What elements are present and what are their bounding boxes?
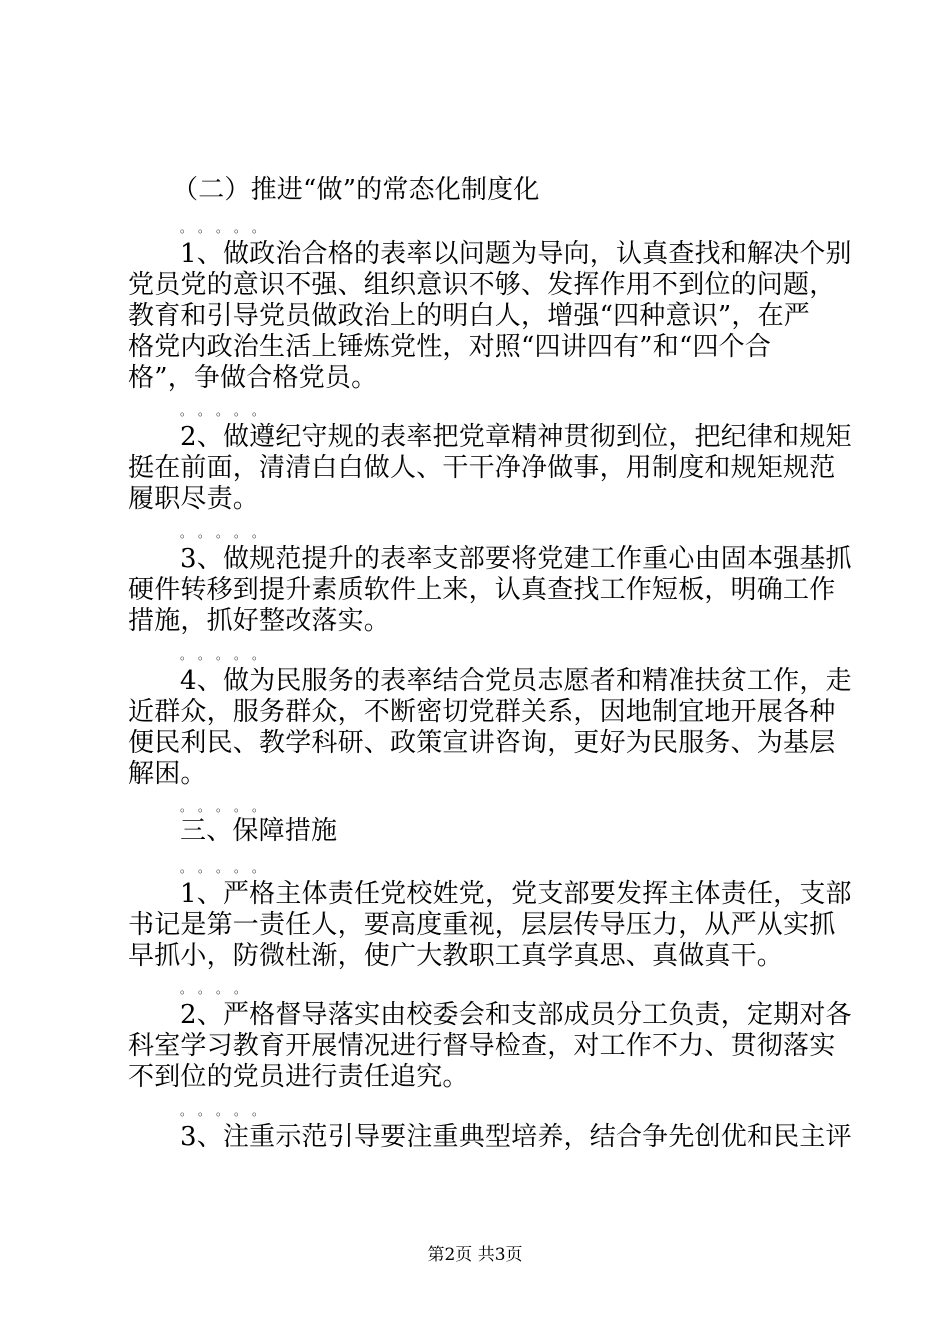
paragraph-line: 格党内政治生活上锤炼党性，对照“四讲四有”和“四个合 bbox=[128, 332, 772, 362]
paragraph-line: 早抓小，防微杜渐，使广大教职工真学真思、真做真干。 bbox=[128, 941, 784, 971]
paragraph-line: 3、做规范提升的表率支部要将党建工作重心由固本强基抓 bbox=[180, 544, 852, 574]
page-footer: 第2页 共3页 bbox=[427, 1245, 523, 1265]
paragraph-line: 硬件转移到提升素质软件上来，认真查找工作短板，明确工作 bbox=[128, 575, 836, 605]
paragraph-line: 便民利民、教学科研、政策宣讲咨询，更好为民服务、为基层 bbox=[128, 728, 836, 758]
paragraph-line: 履职尽责。 bbox=[128, 484, 260, 514]
separator-dots: 。。。。。 bbox=[180, 800, 277, 814]
paragraph-line: 解困。 bbox=[128, 759, 207, 789]
paragraph-line: 1、做政治合格的表率以问题为导向，认真查找和解决个别 bbox=[180, 239, 852, 269]
paragraph-line: 科室学习教育开展情况进行督导检查，对工作不力、贯彻落实 bbox=[128, 1031, 836, 1061]
paragraph-line: 不到位的党员进行责任追究。 bbox=[128, 1062, 469, 1092]
paragraph-line: 1、严格主体责任党校姓党，党支部要发挥主体责任，支部 bbox=[180, 879, 852, 909]
separator-dots: 。。。。 bbox=[180, 982, 259, 996]
paragraph-line: 格”，争做合格党员。 bbox=[128, 363, 378, 393]
paragraph-line: 书记是第一责任人，要高度重视，层层传导压力，从严从实抓 bbox=[128, 910, 836, 940]
paragraph-line: 2、严格督导落实由校委会和支部成员分工负责，定期对各 bbox=[180, 1000, 852, 1030]
section-heading: 三、保障措施 bbox=[180, 816, 338, 846]
separator-dots: 。。。。。 bbox=[180, 1104, 277, 1118]
paragraph-line: 4、做为民服务的表率结合党员志愿者和精准扶贫工作，走 bbox=[180, 666, 852, 696]
paragraph-line: 措施，抓好整改落实。 bbox=[128, 606, 391, 636]
subsection-heading: （二）推进“做”的常态化制度化 bbox=[172, 175, 540, 205]
paragraph-line: 近群众，服务群众，不断密切党群关系，因地制宜地开展各种 bbox=[128, 697, 836, 727]
separator-dots: 。。。。。 bbox=[180, 221, 277, 235]
paragraph-line: 挺在前面，清清白白做人、干干净净做事，用制度和规矩规范 bbox=[128, 453, 836, 483]
paragraph-line: 2、做遵纪守规的表率把党章精神贯彻到位，把纪律和规矩 bbox=[180, 422, 852, 452]
separator-dots: 。。。。。 bbox=[180, 861, 277, 875]
separator-dots: 。。。。。 bbox=[180, 526, 277, 540]
paragraph-line: 3、注重示范引导要注重典型培养，结合争先创优和民主评 bbox=[180, 1122, 852, 1152]
paragraph-line: 党员党的意识不强、组织意识不够、发挥作用不到位的问题， bbox=[128, 270, 836, 300]
paragraph-line: 教育和引导党员做政治上的明白人，增强“四种意识”，在严 bbox=[128, 301, 810, 331]
separator-dots: 。。。。。 bbox=[180, 404, 277, 418]
separator-dots: 。。。。。 bbox=[180, 648, 277, 662]
